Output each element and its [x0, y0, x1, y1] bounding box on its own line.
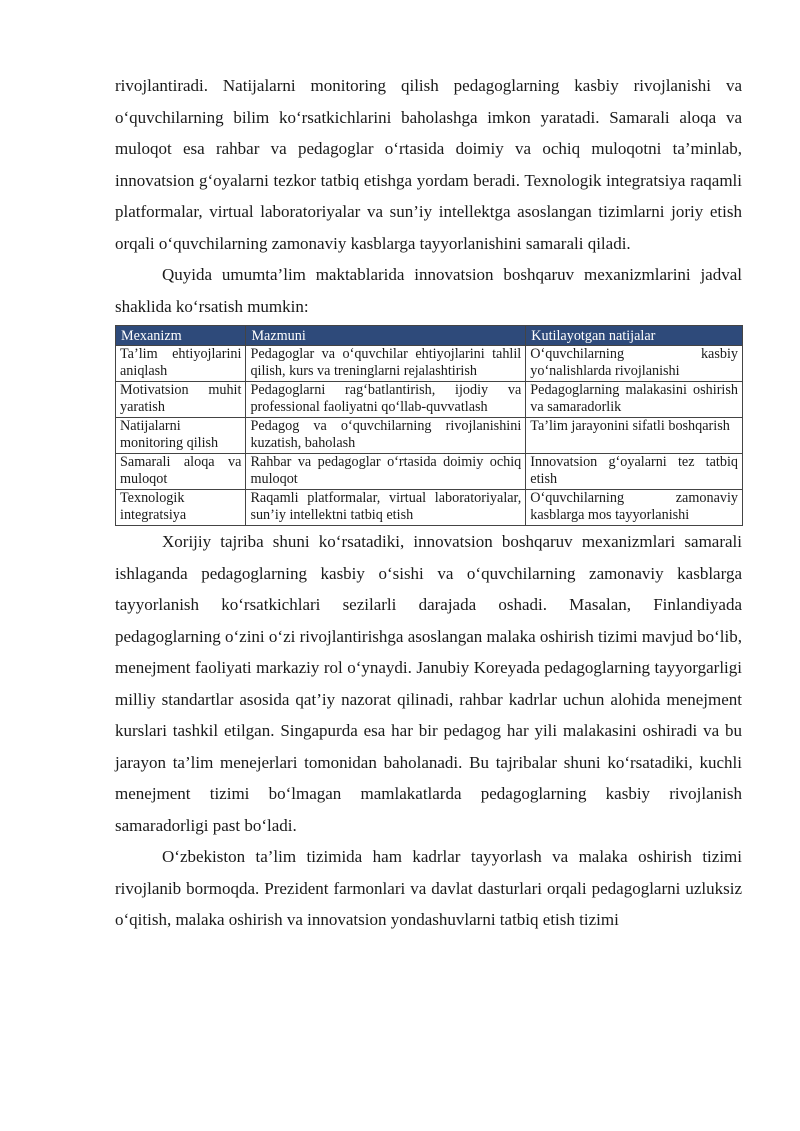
mechanisms-table [115, 325, 743, 526]
cell-content: Pedagoglar va o‘quvchilar ehtiyojlarini tahlil qilish, kurs va treninglarni rejalashtirish [246, 346, 526, 382]
header-expected-results: Kutilayotgan natijalar [526, 326, 743, 346]
paragraph-foreign-experience: Xorijiy tajriba shuni ko‘rsatadiki, innovatsion boshqaruv mexanizmlari samarali ishlaganda pedagoglarning kasbiy o‘sishi va o‘quvchilarning zamonaviy kasblarga tayyorlanish ko‘rsatkichlari sezilarli darajada oshadi. Masalan, Finlandiyada pedagoglarning o‘zini o‘zi rivojlantirishga asoslangan malaka oshirish tizimi mavjud bo‘lib, menejment faoliyati markaziy rol o‘ynaydi. Janubiy Koreyada pedagoglarning tayyorgarligi milliy standartlar asosida qat’iy nazorat qilinadi, rahbar kadrlar uchun alohida menejment kurslari tashkil etilgan. Singapurda esa har bir pedagog har yili malakasini oshiradi va bu jarayon ta’lim menejerlari tomonidan baholanadi. Bu tajribalar shuni ko‘rsatadiki, kuchli menejment tizimi bo‘lmagan mamlakatlarda pedagoglarning kasbiy rivojlanish samaradorligi past bo‘ladi. [115, 532, 742, 835]
cell-content: Pedagoglarni rag‘batlantirish, ijodiy va professional faoliyatni qo‘llab-quvvatlash [246, 382, 526, 418]
cell-result: Ta’lim jarayonini sifatli boshqarish [526, 418, 743, 454]
cell-mechanism: Motivatsion muhit yaratish [116, 382, 246, 418]
cell-mechanism: Natijalarni monitoring qilish [116, 418, 246, 454]
cell-mechanism: Ta’lim ehtiyojlarini aniqlash [116, 346, 246, 382]
cell-result: O‘quvchilarning kasbiy yo‘nalishlarda rivojlanishi [526, 346, 743, 382]
cell-result: Pedagoglarning malakasini oshirish va samaradorlik [526, 382, 743, 418]
paragraph-uzbekistan: O‘zbekiston ta’lim tizimida ham kadrlar tayyorlash va malaka oshirish tizimi rivojlanib bormoqda. Prezident farmonlari va davlat dasturlari orqali pedagoglarni uzluksiz o‘qitish, malaka oshirish va innovatsion yondashuvlarni tatbiq etish tizimi [115, 847, 742, 929]
paragraph-table-intro: Quyida umumta’lim maktablarida innovatsion boshqaruv mexanizmlarini jadval shaklida ko‘rsatish mumkin: [115, 265, 742, 316]
table-row [116, 490, 743, 526]
header-mechanism: Mexanizm [116, 326, 246, 346]
cell-content: Raqamli platformalar, virtual laboratoriyalar, sun’iy intellektni tatbiq etish [246, 490, 526, 526]
table-row [116, 346, 743, 382]
header-content: Mazmuni [246, 326, 526, 346]
table-header-row [116, 326, 743, 346]
cell-result: Innovatsion g‘oyalarni tez tatbiq etish [526, 454, 743, 490]
cell-result: O‘quvchilarning zamonaviy kasblarga mos tayyorlanishi [526, 490, 743, 526]
table-row [116, 418, 743, 454]
cell-content: Rahbar va pedagoglar o‘rtasida doimiy ochiq muloqot [246, 454, 526, 490]
cell-content: Pedagog va o‘quvchilarning rivojlanishini kuzatish, baholash [246, 418, 526, 454]
cell-mechanism: Samarali aloqa va muloqot [116, 454, 246, 490]
paragraph-top: rivojlantiradi. Natijalarni monitoring qilish pedagoglarning kasbiy rivojlanishi va o‘quvchilarning bilim ko‘rsatkichlarini baholashga imkon yaratadi. Samarali aloqa va muloqot esa rahbar va pedagoglar o‘rtasida doimiy va ochiq muloqotni ta’minlab, innovatsion g‘oyalarni tezkor tatbiq etishga yordam beradi. Texnologik integratsiya raqamli platformalar, virtual laboratoriyalar va sun’iy intellektga asoslangan tizimlarni joriy etish orqali o‘quvchilarning zamonaviy kasblarga tayyorlanishini samarali qiladi. [115, 76, 742, 253]
cell-mechanism: Texnologik integratsiya [116, 490, 246, 526]
document-page [115, 70, 742, 936]
table-row [116, 382, 743, 418]
table-row [116, 454, 743, 490]
